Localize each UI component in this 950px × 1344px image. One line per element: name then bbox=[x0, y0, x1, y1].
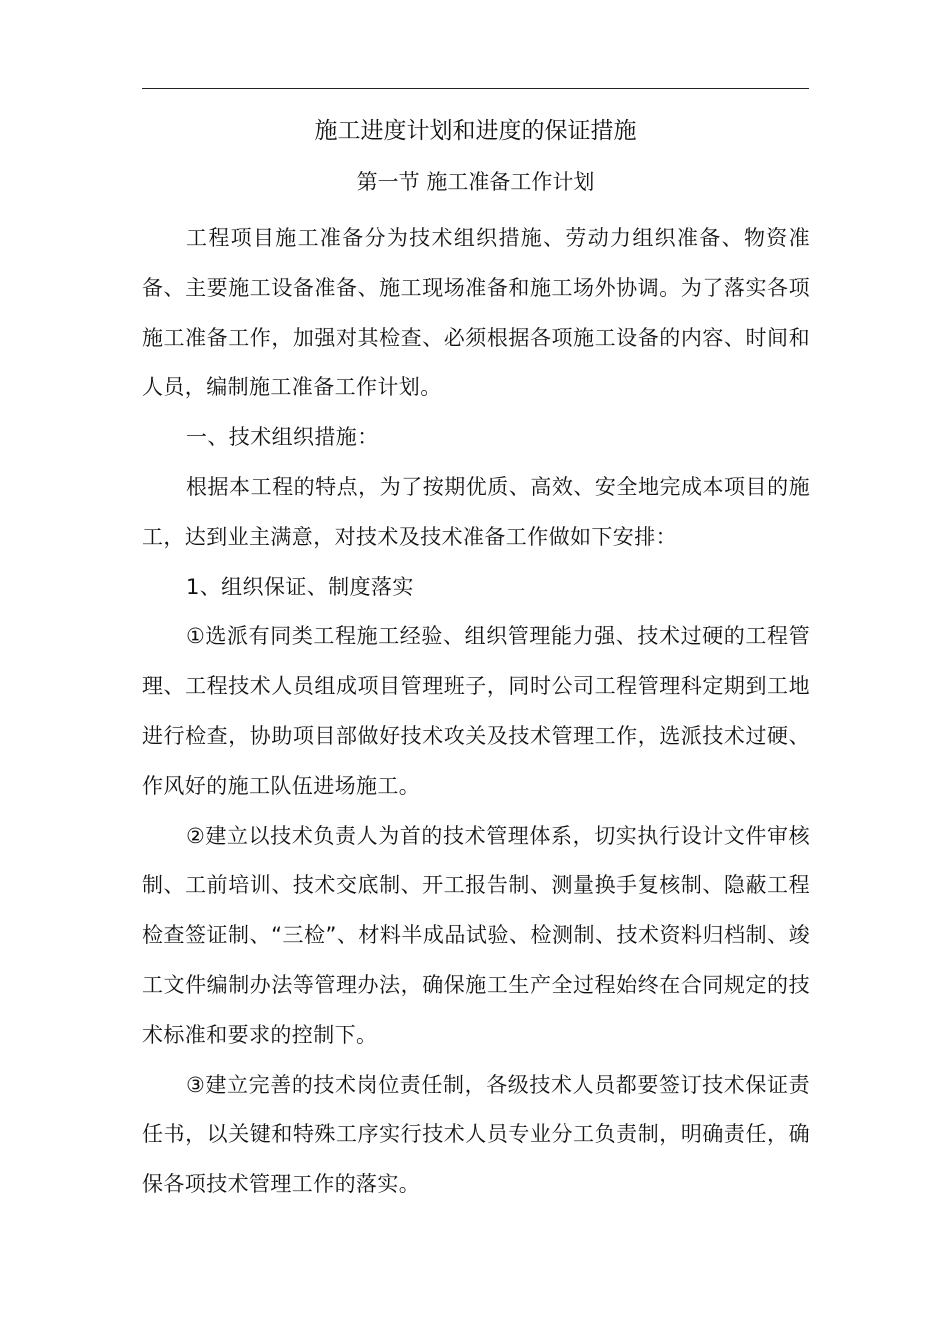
paragraph-item-2: ②建立以技术负责人为首的技术管理体系，切实执行设计文件审核制、工前培训、技术交底制、开工报告制、测量换手复核制、隐蔽工程检查签证制、“三检”、材料半成品试验、检测制、技术资料归档制、竣工文件编制办法等管理办法，确保施工生产全过程始终在合同规定的技术标准和要求的控制下。 bbox=[142, 823, 810, 1047]
document-body bbox=[142, 214, 810, 1210]
heading-organization: 1、组织保证、制度落实 bbox=[186, 574, 414, 599]
paragraph-intro: 工程项目施工准备分为技术组织措施、劳动力组织准备、物资准备、主要施工设备准备、施工现场准备和施工场外协调。为了落实各项施工准备工作，加强对其检查、必须根据各项施工设备的内容、时间和人员，编制施工准备工作计划。 bbox=[142, 226, 810, 400]
paragraph-arrangement: 根据本工程的特点，为了按期优质、高效、安全地完成本项目的施工，达到业主满意，对技术及技术准备工作做如下安排： bbox=[142, 474, 810, 549]
paragraph-item-3: ③建立完善的技术岗位责任制，各级技术人员都要签订技术保证责任书，以关键和特殊工序实行技术人员专业分工负责制，明确责任，确保各项技术管理工作的落实。 bbox=[142, 1072, 810, 1197]
heading-tech-measures: 一、技术组织措施： bbox=[186, 425, 379, 450]
section-title: 第一节 施工准备工作计划 bbox=[356, 170, 595, 194]
document-title: 施工进度计划和进度的保证措施 bbox=[314, 118, 637, 144]
paragraph-item-1: ①选派有同类工程施工经验、组织管理能力强、技术过硬的工程管理、工程技术人员组成项目管理班子，同时公司工程管理科定期到工地进行检查，协助项目部做好技术攻关及技术管理工作，选派技术过硬、作风好的施工队伍进场施工。 bbox=[142, 624, 810, 798]
header-rule bbox=[142, 88, 809, 89]
